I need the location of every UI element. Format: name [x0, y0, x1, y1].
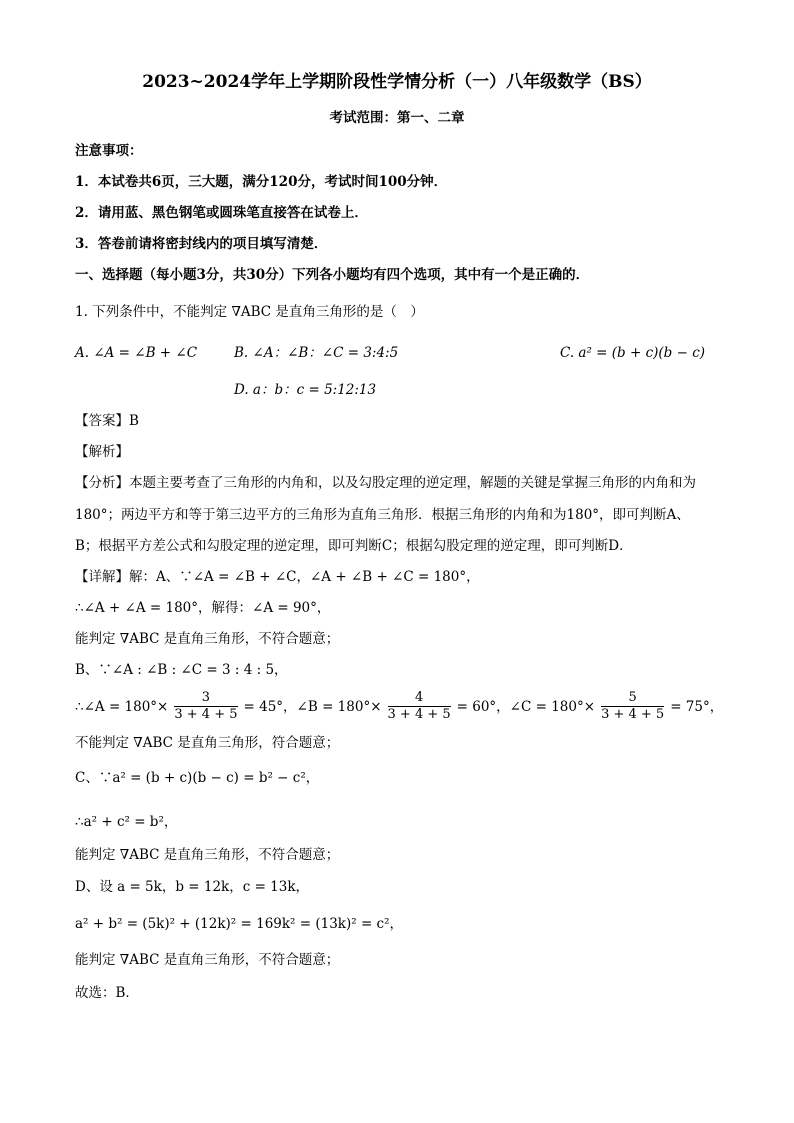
- detail-line-3: 能判定 ∇ABC 是直角三角形，不符合题意；: [75, 631, 340, 647]
- answer-line: 【答案】B: [75, 413, 139, 429]
- detail-line-6: 不能判定 ∇ABC 是直角三角形，符合题意；: [75, 735, 340, 751]
- question-stem: 1. 下列条件中，不能判定 ∇ABC 是直角三角形的是（ ）: [75, 304, 424, 320]
- option-a: A. ∠A = ∠B + ∠C: [75, 345, 198, 361]
- detail-line-8: ∴a² + c² = b²，: [75, 814, 178, 830]
- notice-item-1: 1．本试卷共6页，三大题，满分120分，考试时间100分钟．: [75, 174, 448, 190]
- analysis-line-3: B；根据平方差公式和勾股定理的逆定理，即可判断C；根据勾股定理的逆定理，即可判断D．: [75, 538, 633, 554]
- fraction-c: [601, 690, 664, 723]
- detail-line-11: a² + b² = (5k)² + (12k)² = 169k² = (13k)² = c²，: [75, 916, 404, 932]
- fraction-c-numerator: 5: [601, 690, 664, 707]
- detail-line-7: C、∵a² = (b + c)(b − c) = b² − c²，: [75, 770, 320, 786]
- calc-angle-c-result: = 75°，: [670, 698, 724, 715]
- detail-line-10: D、设 a = 5k，b = 12k，c = 13k，: [75, 879, 310, 895]
- fraction-a-denominator: 3 + 4 + 5: [174, 707, 238, 722]
- detail-line-9: 能判定 ∇ABC 是直角三角形，不符合题意；: [75, 847, 340, 863]
- notice-item-3: 3．答卷前请将密封线内的项目填写清楚．: [75, 236, 328, 252]
- fraction-a-numerator: 3: [174, 690, 237, 707]
- calc-angle-b: = 45°，∠B = 180°×: [243, 698, 382, 715]
- detail-line-5: [75, 690, 723, 723]
- option-c: C. a² = (b + c)(b − c): [560, 345, 706, 361]
- notice-item-2: 2．请用蓝、黑色钢笔或圆珠笔直接答在试卷上．: [75, 205, 368, 221]
- analysis-line-2: 180°；两边平方和等于第三边平方的三角形为直角三角形．根据三角形的内角和为180°，即可判断A、: [75, 507, 690, 523]
- detail-line-12: 能判定 ∇ABC 是直角三角形，不符合题意；: [75, 952, 340, 968]
- analysis-line-1: 【分析】本题主要考查了三角形的内角和，以及勾股定理的逆定理，解题的关键是掌握三角形的内角和为: [75, 475, 696, 491]
- notice-heading: 注意事项：: [75, 143, 143, 159]
- option-d: D. a：b：c = 5:12:13: [234, 382, 377, 398]
- fraction-b: [388, 690, 451, 723]
- calc-angle-a: ∴∠A = 180°×: [75, 698, 169, 715]
- calc-angle-c: = 60°，∠C = 180°×: [456, 698, 596, 715]
- detail-line-2: ∴∠A + ∠A = 180°，解得：∠A = 90°，: [75, 600, 331, 616]
- detail-line-4: B、∵∠A : ∠B : ∠C = 3 : 4 : 5，: [75, 662, 288, 678]
- fraction-c-denominator: 3 + 4 + 5: [601, 707, 665, 722]
- page-title: 2023~2024学年上学期阶段性学情分析（一）八年级数学（BS）: [142, 72, 652, 92]
- exam-scope: 考试范围：第一、二章: [329, 110, 465, 126]
- detail-line-13: 故选：B．: [75, 985, 139, 1001]
- fraction-a: [174, 690, 237, 723]
- fraction-b-denominator: 3 + 4 + 5: [387, 707, 451, 722]
- section-heading: 一、选择题（每小题3分，共30分）下列各小题均有四个选项，其中有一个是正确的．: [75, 267, 590, 283]
- detail-line-1: 【详解】解：A、∵∠A = ∠B + ∠C，∠A + ∠B + ∠C = 180°，: [75, 569, 480, 585]
- analysis-label: 【解析】: [75, 444, 129, 460]
- fraction-b-numerator: 4: [388, 690, 451, 707]
- option-b: B. ∠A：∠B：∠C = 3:4:5: [234, 345, 399, 361]
